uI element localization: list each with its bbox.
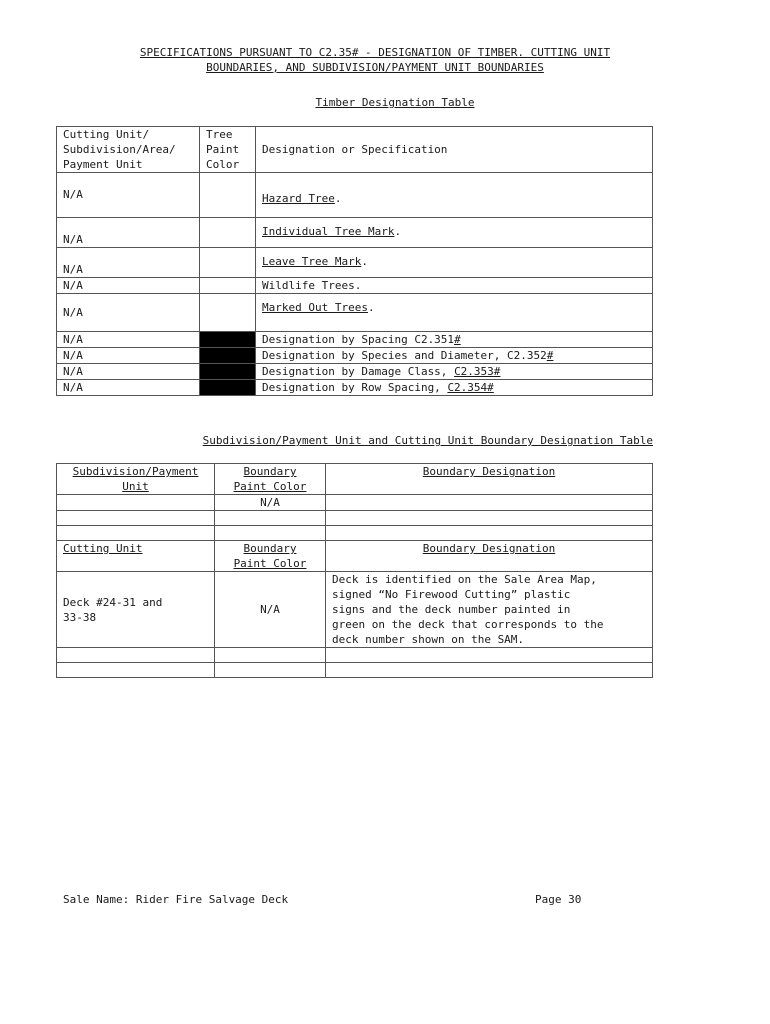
designation-line: green on the deck that corresponds to the [332, 618, 604, 631]
black-paint-swatch [200, 332, 256, 348]
designation-cell [256, 348, 653, 364]
unit-cell: N/A [57, 218, 200, 248]
table-row [57, 572, 653, 648]
paint-cell [215, 526, 326, 541]
paint-cell [200, 248, 256, 278]
unit-cell: N/A [57, 380, 200, 396]
header-cutting-unit [57, 127, 200, 173]
header-text: Cutting Unit [63, 542, 143, 555]
designation-suffix: . [394, 225, 402, 238]
unit-cell: N/A [57, 278, 200, 294]
header-text: Boundary [243, 465, 297, 478]
header-text: Boundary [243, 542, 297, 555]
designation-cell [326, 511, 653, 526]
header-text: Paint Color [233, 557, 307, 570]
paint-cell: N/A [215, 495, 326, 511]
header-line-1: SPECIFICATIONS PURSUANT TO C2.35# - DESIGNATION OF TIMBER. CUTTING UNIT [139, 46, 611, 59]
paint-cell [215, 511, 326, 526]
table-row [57, 294, 653, 332]
designation-cell: Wildlife Trees. [256, 278, 653, 294]
unit-cell: N/A [57, 248, 200, 278]
unit-cell: N/A [57, 348, 200, 364]
header-text: Payment Unit [63, 158, 143, 171]
designation-cell [256, 173, 653, 218]
table-row [57, 173, 653, 218]
designation-text: Individual Tree Mark [262, 225, 395, 238]
header-text: Subdivision/Payment [72, 465, 199, 478]
table-row [57, 380, 653, 396]
paint-cell [200, 278, 256, 294]
designation-cell [326, 663, 653, 678]
designation-line: signs and the deck number painted in [332, 603, 571, 616]
header-text: Color [206, 158, 240, 171]
designation-suffix: . [361, 255, 368, 268]
designation-text: Designation by Row Spacing, [262, 381, 448, 394]
black-paint-swatch [200, 380, 256, 396]
unit-cell: N/A [57, 294, 200, 332]
unit-cell [57, 648, 215, 663]
designation-suffix: . [367, 301, 375, 314]
designation-cell [256, 380, 653, 396]
designation-cell [326, 495, 653, 511]
unit-cell: N/A [57, 364, 200, 380]
table-row [57, 278, 653, 294]
unit-text: 33-38 [63, 610, 97, 624]
designation-text: Designation by Spacing C2.351 [262, 333, 455, 346]
designation-cell [256, 218, 653, 248]
designation-cell [326, 648, 653, 663]
table-row [57, 511, 653, 526]
header-boundary-paint-color [215, 464, 326, 495]
table-row [57, 495, 653, 511]
designation-ref: C2.354# [447, 381, 494, 394]
header-text: Boundary Designation [422, 542, 556, 555]
designation-cell [256, 332, 653, 348]
designation-ref: # [546, 349, 554, 362]
footer-sale-name: Sale Name: Rider Fire Salvage Deck [63, 893, 289, 906]
designation-ref: # [454, 333, 461, 346]
paint-cell: N/A [215, 572, 326, 648]
unit-cell [57, 526, 215, 541]
header-text: Tree [206, 128, 233, 141]
designation-cell [326, 526, 653, 541]
designation-line: Deck is identified on the Sale Area Map, [332, 573, 597, 586]
table-row [57, 348, 653, 364]
unit-cell [57, 572, 215, 648]
header-cutting-unit [57, 541, 215, 572]
header-boundary-designation [326, 464, 653, 495]
table-row [57, 248, 653, 278]
unit-text: Deck #24-31 and [63, 595, 163, 609]
header-text: Cutting Unit/ [63, 128, 150, 141]
unit-cell [57, 663, 215, 678]
header-text: Paint [206, 143, 240, 156]
header-boundary-paint-color [215, 541, 326, 572]
designation-text: Hazard Tree [262, 191, 335, 205]
footer-page-number: Page 30 [535, 893, 582, 906]
designation-cell [326, 572, 653, 648]
timber-table-header-row [57, 127, 653, 173]
paint-cell [215, 648, 326, 663]
header-boundary-designation [326, 541, 653, 572]
designation-line: signed “No Firewood Cutting” plastic [332, 588, 571, 601]
designation-text: Designation by Damage Class, [262, 365, 455, 378]
header-text: Subdivision/Area/ [63, 143, 176, 156]
header-text: Boundary Designation [422, 465, 556, 478]
designation-cell [256, 248, 653, 278]
table-row [57, 526, 653, 541]
header-text: Paint Color [233, 480, 307, 493]
table-row [57, 364, 653, 380]
timber-designation-table [56, 126, 653, 396]
boundary-table-title: Subdivision/Payment Unit and Cutting Unit Boundary Designation Table [202, 434, 653, 447]
table-row [57, 648, 653, 663]
table-row [57, 332, 653, 348]
header-tree-paint-color [200, 127, 256, 173]
designation-suffix: . [334, 191, 342, 205]
document-header [55, 45, 695, 75]
black-paint-swatch [200, 364, 256, 380]
designation-text: Designation by Species and Diameter, C2.352 [262, 349, 547, 362]
paint-cell [200, 294, 256, 332]
unit-cell: N/A [57, 173, 200, 218]
timber-table-title: Timber Designation Table [315, 96, 475, 109]
unit-cell [57, 511, 215, 526]
header-text: Unit [122, 480, 149, 493]
subdivision-header-row [57, 464, 653, 495]
designation-cell [256, 294, 653, 332]
paint-cell [200, 218, 256, 248]
designation-cell [256, 364, 653, 380]
designation-line: deck number shown on the SAM. [332, 633, 525, 646]
header-subdivision-payment-unit [57, 464, 215, 495]
header-line-2: BOUNDARIES, AND SUBDIVISION/PAYMENT UNIT BOUNDARIES [206, 61, 544, 74]
designation-ref: C2.353# [454, 365, 501, 378]
designation-text: Marked Out Trees [262, 301, 368, 314]
unit-cell [57, 495, 215, 511]
table-row [57, 663, 653, 678]
unit-cell: N/A [57, 332, 200, 348]
cutting-unit-header-row [57, 541, 653, 572]
paint-cell [215, 663, 326, 678]
paint-cell [200, 173, 256, 218]
header-designation: Designation or Specification [256, 127, 653, 173]
table-row [57, 218, 653, 248]
black-paint-swatch [200, 348, 256, 364]
designation-text: Leave Tree Mark [262, 255, 362, 268]
boundary-designation-table [56, 463, 653, 678]
